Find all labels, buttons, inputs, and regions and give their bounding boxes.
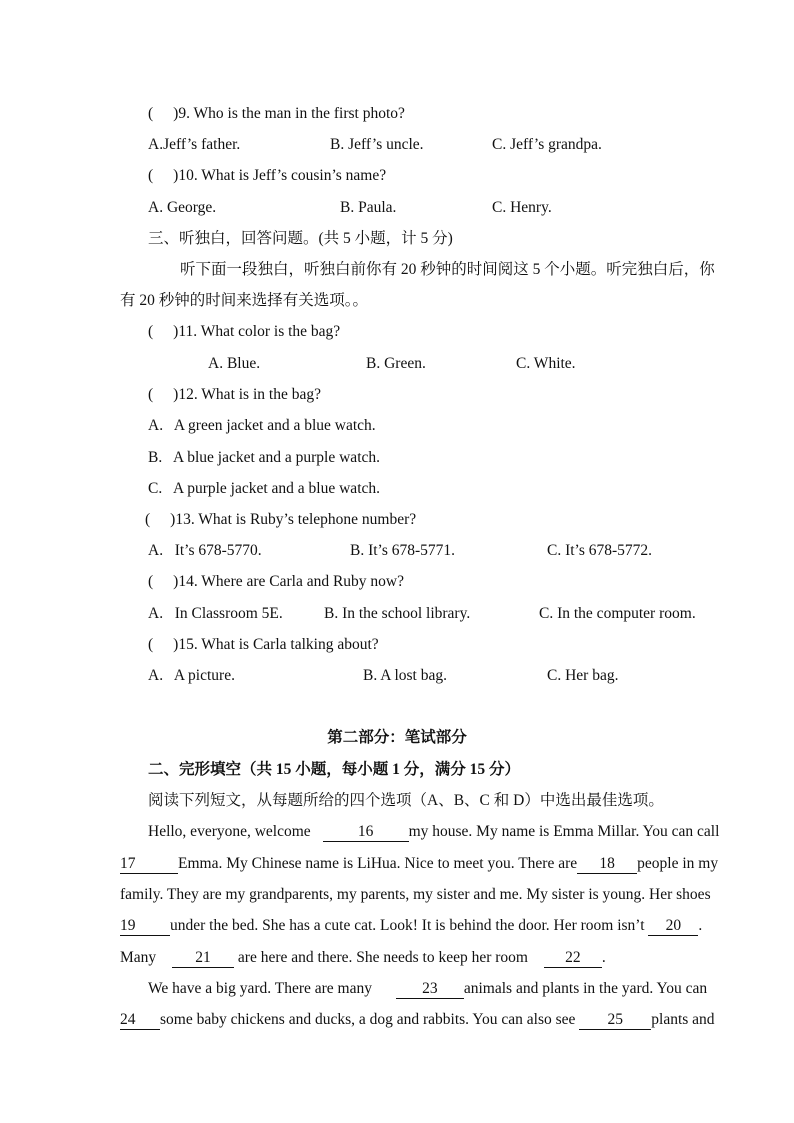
q10-option-a: A. George.: [148, 199, 217, 216]
answer-paren[interactable]: (: [148, 386, 154, 403]
answer-paren[interactable]: (: [148, 323, 154, 340]
blank-20[interactable]: 20: [648, 917, 698, 936]
answer-paren[interactable]: (: [148, 573, 154, 590]
blank-24[interactable]: 24: [120, 1011, 160, 1030]
blank-18[interactable]: 18: [577, 855, 637, 874]
q11-option-b: B. Green.: [366, 355, 426, 372]
blank-23[interactable]: 23: [396, 980, 464, 999]
q14-option-a: A. In Classroom 5E.: [148, 605, 283, 622]
section-three-instruction-line1: 听下面一段独白，听独白前你有 20 秒钟的时间阅这 5 个小题。听完独白后，你: [180, 261, 715, 278]
question-13-stem: ( )13. What is Ruby’s telephone number?: [145, 511, 417, 528]
q10-option-b: B. Paula.: [340, 199, 397, 216]
blank-22[interactable]: 22: [544, 949, 602, 968]
cloze-heading: 二、完形填空（共 15 小题，每小题 1 分，满分 15 分）: [148, 761, 521, 778]
q11-option-c: C. White.: [516, 355, 576, 372]
answer-paren[interactable]: (: [145, 511, 151, 528]
question-10-stem: ( )10. What is Jeff’s cousin’s name?: [148, 167, 387, 184]
blank-17[interactable]: 17: [120, 855, 178, 874]
q11-option-a: A. Blue.: [208, 355, 261, 372]
answer-paren[interactable]: (: [148, 167, 154, 184]
q10-option-c: C. Henry.: [492, 199, 552, 216]
passage-line: Hello, everyone, welcome 16 my house. My name is Emma Millar. You can call: [148, 823, 720, 840]
question-9-stem: ( )9. Who is the man in the first photo?: [148, 105, 405, 122]
cloze-instruction: 阅读下列短文，从每题所给的四个选项（A、B、C 和 D）中选出最佳选项。: [148, 792, 664, 809]
blank-21[interactable]: 21: [172, 949, 234, 968]
passage-line: 17 Emma. My Chinese name is LiHua. Nice to meet you. There are 18 people in my: [120, 855, 719, 872]
q12-option-a: A. A green jacket and a blue watch.: [148, 417, 376, 434]
q12-option-b: B. A blue jacket and a purple watch.: [148, 449, 381, 466]
blank-25[interactable]: 25: [579, 1011, 651, 1030]
passage-line: Many 21 are here and there. She needs to keep her room 22 .: [120, 949, 606, 966]
q13-option-b: B. It’s 678-5771.: [350, 542, 456, 559]
blank-16[interactable]: 16: [323, 823, 409, 842]
question-15-stem: ( )15. What is Carla talking about?: [148, 636, 379, 653]
section-three-instruction-line2: 有 20 秒钟的时间来选择有关选项。。: [120, 292, 369, 309]
blank-19[interactable]: 19: [120, 917, 170, 936]
passage-line: We have a big yard. There are many 23 animals and plants in the yard. You can: [148, 980, 708, 997]
q14-option-b: B. In the school library.: [324, 605, 471, 622]
section-three-heading: 三、听独白，回答问题。(共 5 小题，计 5 分): [148, 230, 453, 247]
q14-option-c: C. In the computer room.: [539, 605, 696, 622]
answer-paren[interactable]: (: [148, 636, 154, 653]
question-11-stem: ( )11. What color is the bag?: [148, 323, 341, 340]
q9-option-b: B. Jeff’s uncle.: [330, 136, 424, 153]
passage-line: 24 some baby chickens and ducks, a dog and rabbits. You can also see 25 plants and: [120, 1011, 715, 1028]
passage-line: family. They are my grandparents, my parents, my sister and me. My sister is young. Her shoes: [120, 886, 711, 903]
part-two-title: 第二部分：笔试部分: [327, 729, 467, 746]
q9-option-c: C. Jeff’s grandpa.: [492, 136, 602, 153]
q15-option-a: A. A picture.: [148, 667, 235, 684]
q13-option-c: C. It’s 678-5772.: [547, 542, 653, 559]
q9-option-a: A.Jeff’s father.: [148, 136, 241, 153]
q15-option-b: B. A lost bag.: [363, 667, 447, 684]
answer-paren[interactable]: (: [148, 105, 154, 122]
q15-option-c: C. Her bag.: [547, 667, 619, 684]
question-14-stem: ( )14. Where are Carla and Ruby now?: [148, 573, 405, 590]
question-12-stem: ( )12. What is in the bag?: [148, 386, 321, 403]
passage-line: 19 under the bed. She has a cute cat. Look! It is behind the door. Her room isn’t 20 .: [120, 917, 703, 934]
q12-option-c: C. A purple jacket and a blue watch.: [148, 480, 381, 497]
q13-option-a: A. It’s 678-5770.: [148, 542, 262, 559]
